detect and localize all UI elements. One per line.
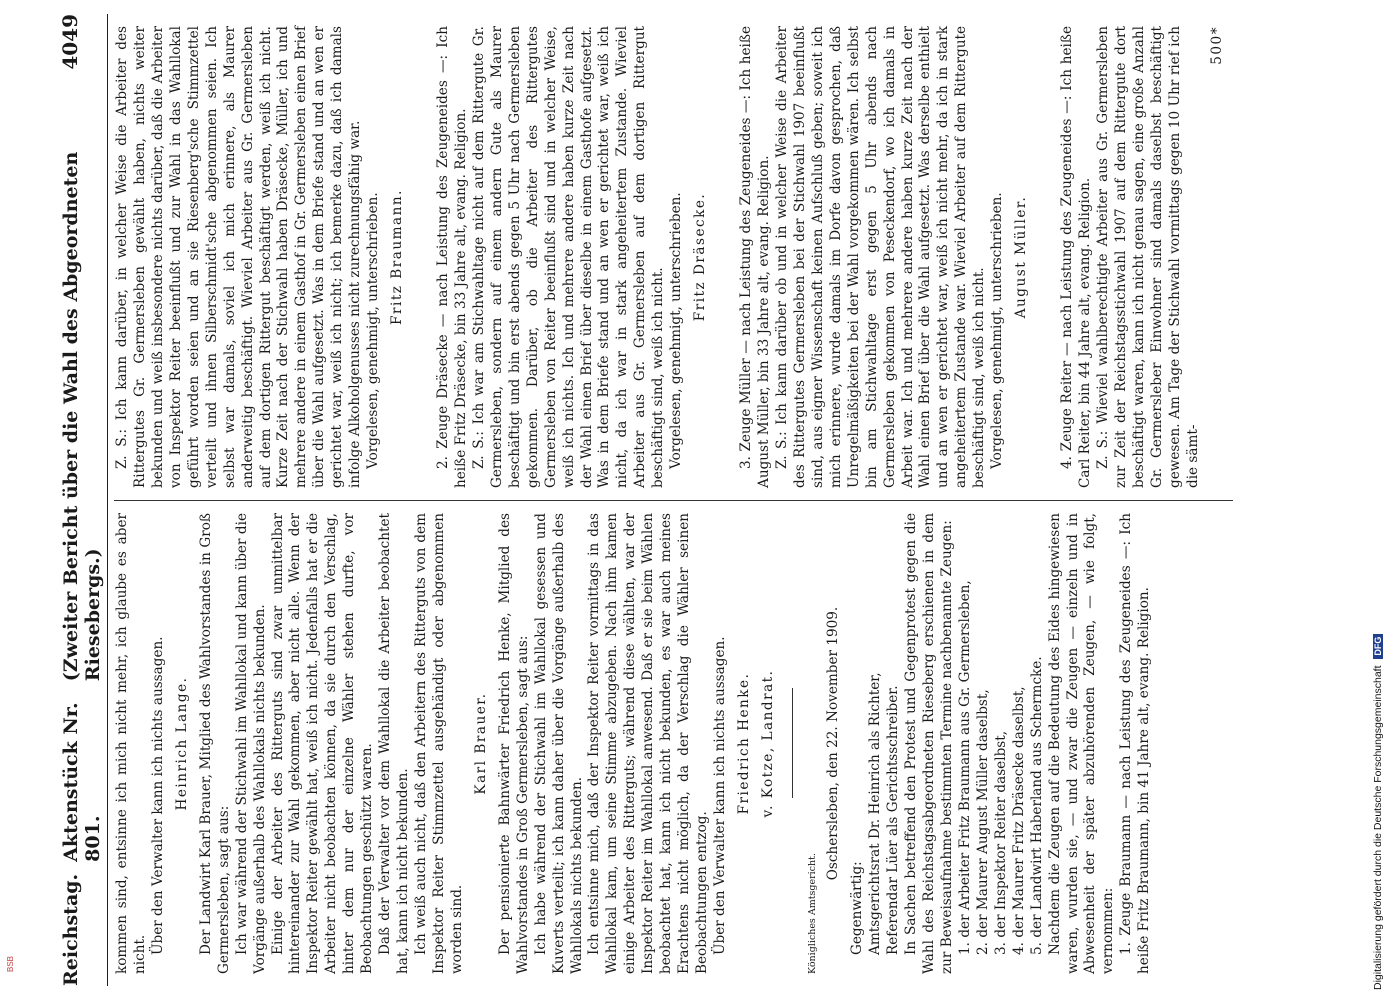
paragraph: 1. Zeuge Braumann — nach Leistung des Zeugeneides —: Ich heiße Fritz Braumann, bin 41 Jahre alt, evang. Religion. (1118, 513, 1153, 974)
document-page (52, 0, 1362, 1000)
witness-list (957, 513, 1047, 974)
paragraph: Z. S.: Wieviel wahlberechtigte Arbeiter aus Gr. Germersleben zur Zeit der Reichstagsstichwahl 1907 auf dem Rittergute dort beschäftigt waren, kann ich nicht genau sagen, eine große Anzahl Gr. Germersleber Einwohner sind damals daselbst beschäftigt gewesen. Am Tage der Stichwahl vormittags gegen 10 Uhr rief ich die sämt- (1094, 26, 1201, 488)
present-clerk: Referendar Lüer als Gerichtsschreiber. (885, 685, 902, 955)
paragraph: Über den Verwalter kann ich nichts aussagen. (149, 636, 166, 955)
signature: Heinrich Lange. (173, 676, 190, 811)
paragraph: 4. Zeuge Reiter — nach Leistung des Zeugeneides —: Ich heiße Carl Reiter, bin 44 Jahre alt, evang. Religion. (1059, 26, 1093, 488)
right-column (114, 14, 1233, 500)
paragraph: Ich entsinne mich, daß der Inspektor Reiter vormittags in das Wahllokal kam, um seine Stimme abzugeben. Nach ihm kamen einige Arbeiter des Ritterguts; während diese wählten, war der Inspektor Reiter im Wahllokal anwesend. Daß er sie beim Wählen beobachtet hat, kann ich nicht bekunden, es war auch meines Erachtens nicht möglich, da der Verschlag die Wähler seinen Beobachtungen entzog. (586, 513, 711, 974)
list-item: 5. der Landwirt Haberland aus Schermcke. (1028, 656, 1045, 955)
digitization-credit (1372, 0, 1384, 1000)
list-item: 2. der Maurer August Müller daselbst, (974, 689, 991, 955)
paragraph: kommen sind, entsinne ich mich nicht mehr, ich glaube es aber nicht. (114, 513, 148, 974)
paragraph: In Sachen betreffend den Protest und Gegenprotest gegen die Wahl des Reichstagsabgeordneten Rieseberg erschienen in dem zur Beweisaufnahme bestimmten Termine nachbenannte Zeugen: (903, 513, 955, 974)
signature: Karl Brauer. (472, 692, 489, 795)
page-header (58, 14, 108, 986)
signature: v. Kotze, Landrat. (759, 669, 776, 818)
left-column (114, 500, 1233, 986)
paragraph: Vorgelesen, genehmigt, unterschrieben. (668, 192, 685, 469)
dfg-logo: DFG (1373, 634, 1383, 659)
paragraph: Z. S.: Ich kann darüber ob und in welcher Weise die Arbeiter des Rittergutes Germersleben bei der Stichwahl 1907 beeinflußt sind, aus eigner Wissenschaft keinen Aufschluß geben; soweit ich mich erinnere, wurde damals im Dorfe davon gesprochen, daß Unregelmäßigkeiten bei der Wahl vorgekommen wären. Ich selbst bin am Stichwahltage erst gegen 5 Uhr abends nach Germersleben gekommen von Peseckendorf, wo ich damals in Arbeit war. Ich und mehrere andere haben kurze Zeit nach der Wahl einen Brief über die Wahl aufgesetzt. Was derselbe enthielt und an wen er gerichtet war, weiß ich nicht mehr, da ich in stark angeheitertem Zustande war. Wieviel Arbeiter auf dem Rittergute beschäftigt sind, weiß ich nicht. (773, 26, 988, 488)
signature: August Müller. (1013, 195, 1030, 319)
paragraph: Z. S.: Ich kann darüber, in welcher Weise die Arbeiter des Rittergutes Gr. Germersleben gewählt haben, nichts weiter bekunden und weiß insbesondere nichts darüber, daß die Arbeiter von Inspektor Reiter beeinflußt und zur Wahl in das Wahllokal geführt worden seien und an sie Riesenberg'sche Stimmzettel verteilt und ihnen Silberschmidt'sche abgenommen seien. Ich selbst war damals, soviel ich mich erinnere, als Maurer anderweitig beschäftigt. Wieviel Arbeiter aus Gr. Germersleben auf dem dortigen Rittergut beschäftigt werden, weiß ich nicht. Kurze Zeit nach der Stichwahl haben Dräsecke, Müller, ich und mehrere andere in einem Gasthof in Gr. Germersleben einen Brief über die Wahl aufgesetzt. Was in dem Briefe stand und an wen er gerichtet war, weiß ich nicht; ich bemerke dazu, daß ich damals infolge Alkoholgenusses nicht zurechnungsfähig war. (114, 26, 364, 488)
paragraph: Ich weiß auch nicht, daß den Arbeitern des Ritterguts von dem Inspektor Reiter Stimmzettel ausgehändigt oder abgenommen worden sind. (413, 513, 465, 974)
section-divider (792, 689, 793, 799)
paragraph: Der pensionierte Bahnwärter Friedrich Henke, Mitglied des Wahlvorstandes in Groß Germersleben, sagt aus: (496, 513, 531, 974)
paragraph: Ich war während der Stichwahl im Wahllokal und kann über die Vorgänge außerhalb des Wahllokals nichts bekunden. (233, 513, 268, 974)
credit-text: Digitalisierung gefördert durch die Deutsche Forschungsgemeinschaft (1372, 665, 1384, 990)
paragraph: Vorgelesen, genehmigt, unterschrieben. (365, 192, 382, 469)
present-label: Gegenwärtig: (849, 861, 866, 955)
court-heading: Königliches Amtsgericht. (806, 853, 818, 974)
list-item: 1. der Arbeiter Fritz Braumann aus Gr. Germersleben, (956, 580, 973, 955)
paragraph: 2. Zeuge Dräsecke — nach Leistung des Zeugeneides —: Ich heiße Fritz Dräsecke, bin 33 Jahre alt, evang. Religion. (435, 26, 469, 488)
dateline: Oschersleben, den 22. November 1909. (825, 606, 842, 881)
library-stamp: BSB (6, 955, 15, 972)
header-aktenstueck: Aktenstück Nr. 801. (60, 702, 104, 862)
signature: Fritz Dräsecke. (692, 192, 709, 322)
list-item: 3. der Inspektor Reiter daselbst, (992, 730, 1009, 955)
paragraph: Daß der Verwalter vor dem Wahllokal die Arbeiter beobachtet hat, kann ich nicht bekunden. (377, 513, 412, 974)
paragraph: 3. Zeuge Müller — nach Leistung des Zeugeneides —: Ich heiße August Müller, bin 33 Jahre alt, evang. Religion. (738, 26, 772, 488)
paragraph: Z. S.: Ich war am Stichwahltage nicht auf dem Rittergute Gr. Germersleben, sondern auf einem andern Gute als Maurer beschäftigt und bin erst abends gegen 5 Uhr nach Germersleben gekommen. Darüber, ob die Arbeiter des Rittergutes Germersleben von Reiter beeinflußt sind und in welcher Weise, weiß ich nichts. Ich und mehrere andere haben kurze Zeit nach der Wahl einen Brief über dieselbe in einem Gasthofe aufgesetzt. Was in dem Briefe stand und an wen er gerichtet war, weiß ich nicht, da ich war in stark angeheitertem Zustande. Wieviel Arbeiter aus Gr. Germersleben auf dem dortigen Rittergut beschäftigt sind, weiß ich nicht. (470, 26, 667, 488)
list-item: 4. der Maurer Fritz Dräsecke daselbst, (1010, 686, 1027, 955)
page-number: 4049 (58, 14, 82, 70)
paragraph: Nachdem die Zeugen auf die Bedeutung des Eides hingewiesen waren, wurden sie, — und zwar die Zeugen — einzeln und in Abwesenheit der später abzuhörenden Zeugen, — wie folgt, vernommen: (1046, 513, 1117, 974)
paragraph: Einige der Arbeiter des Ritterguts sind zwar unmittelbar hintereinander zur Wahl gekommen, aber nicht alle. Wenn der Inspektor Reiter gewählt hat, weiß ich nicht. Jedenfalls hat er die Arbeiter nicht beobachten können, da sie durch den Verschlag, hinter dem nur der einzelne Wähler stehen durfte, vor Beobachtungen geschützt waren. (269, 513, 376, 974)
sheet-footnote: 500* (1208, 26, 1225, 65)
paragraph: Ich habe während der Stichwahl im Wahllokal gesessen und Kuverts verteilt; ich kann daher über die Vorgänge außerhalb des Wahllokals nichts bekunden. (532, 513, 585, 974)
text-columns (114, 14, 1233, 986)
paragraph: Vorgelesen, genehmigt, unterschrieben. (989, 192, 1006, 469)
paragraph: Über den Verwalter kann ich nichts aussagen. (712, 636, 728, 955)
header-title: (Zweiter Bericht über die Wahl des Abgeordneten Riesebergs.) (60, 151, 104, 682)
paragraph: Der Landwirt Karl Brauer, Mitglied des Wahlvorstandes in Groß Germersleben, sagt aus: (197, 513, 232, 974)
signature: Friedrich Henke. (735, 672, 752, 815)
signature: Fritz Braumann. (389, 189, 406, 325)
header-section: Reichstag. (60, 873, 82, 986)
present-judge: Amtsgerichtsrat Dr. Heinrich als Richter, (867, 672, 884, 955)
